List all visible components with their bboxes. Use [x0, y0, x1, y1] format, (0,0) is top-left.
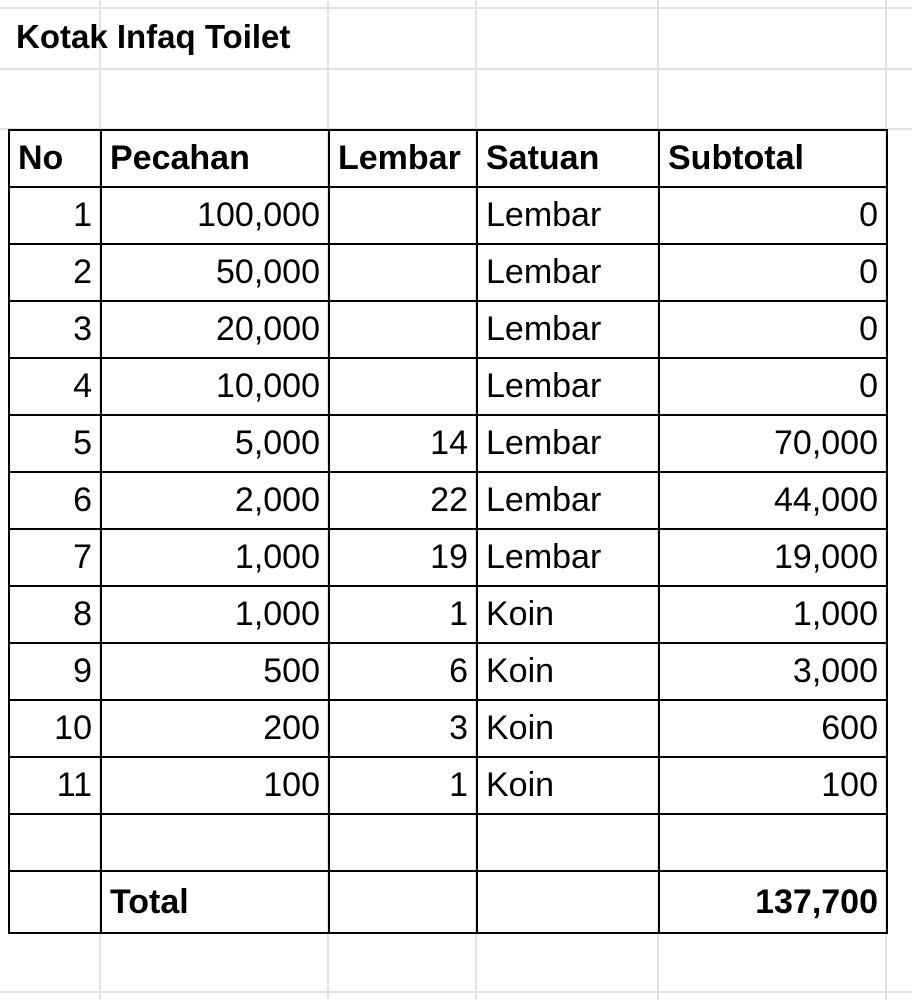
cell-no[interactable]: 7 [9, 529, 101, 586]
cell-satuan[interactable]: Koin [477, 643, 659, 700]
cell-pecahan[interactable]: 50,000 [101, 244, 329, 301]
cell-subtotal[interactable]: 0 [659, 358, 887, 415]
cell-pecahan[interactable]: 1,000 [101, 586, 329, 643]
cell-pecahan[interactable]: 1,000 [101, 529, 329, 586]
header-subtotal[interactable]: Subtotal [659, 130, 887, 187]
header-pecahan[interactable]: Pecahan [101, 130, 329, 187]
empty-cell[interactable] [659, 814, 887, 871]
empty-cell[interactable] [9, 871, 101, 933]
cell-subtotal[interactable]: 0 [659, 301, 887, 358]
table-row [9, 415, 887, 472]
cell-subtotal[interactable]: 0 [659, 244, 887, 301]
empty-cell[interactable] [101, 814, 329, 871]
cell-pecahan[interactable]: 20,000 [101, 301, 329, 358]
cell-no[interactable]: 10 [9, 700, 101, 757]
cell-pecahan[interactable]: 100 [101, 757, 329, 814]
cell-lembar[interactable] [329, 187, 477, 244]
cell-lembar[interactable]: 14 [329, 415, 477, 472]
cell-lembar[interactable]: 1 [329, 757, 477, 814]
table-row [9, 301, 887, 358]
cell-satuan[interactable]: Lembar [477, 301, 659, 358]
total-value[interactable]: 137,700 [659, 871, 887, 933]
cell-subtotal[interactable]: 600 [659, 700, 887, 757]
empty-cell[interactable] [477, 814, 659, 871]
cell-subtotal[interactable]: 0 [659, 187, 887, 244]
table-row [9, 244, 887, 301]
cell-no[interactable]: 6 [9, 472, 101, 529]
cell-subtotal[interactable]: 19,000 [659, 529, 887, 586]
cell-satuan[interactable]: Koin [477, 586, 659, 643]
cell-pecahan[interactable]: 100,000 [101, 187, 329, 244]
cell-lembar[interactable] [329, 358, 477, 415]
cell-pecahan[interactable]: 10,000 [101, 358, 329, 415]
header-lembar[interactable]: Lembar [329, 130, 477, 187]
cell-subtotal[interactable]: 100 [659, 757, 887, 814]
cell-no[interactable]: 2 [9, 244, 101, 301]
cell-no[interactable]: 8 [9, 586, 101, 643]
cell-subtotal[interactable]: 70,000 [659, 415, 887, 472]
table-body [9, 130, 887, 933]
empty-cell[interactable] [329, 871, 477, 933]
cell-no[interactable]: 5 [9, 415, 101, 472]
cell-no[interactable]: 11 [9, 757, 101, 814]
cell-lembar[interactable]: 6 [329, 643, 477, 700]
cell-no[interactable]: 4 [9, 358, 101, 415]
cell-pecahan[interactable]: 200 [101, 700, 329, 757]
empty-cell[interactable] [9, 814, 101, 871]
cell-satuan[interactable]: Lembar [477, 358, 659, 415]
empty-cell[interactable] [329, 814, 477, 871]
cell-lembar[interactable] [329, 244, 477, 301]
total-label[interactable]: Total [101, 871, 329, 933]
table-row [9, 700, 887, 757]
cell-lembar[interactable]: 1 [329, 586, 477, 643]
cell-subtotal[interactable]: 44,000 [659, 472, 887, 529]
table-row [9, 358, 887, 415]
cell-satuan[interactable]: Lembar [477, 244, 659, 301]
cell-satuan[interactable]: Lembar [477, 472, 659, 529]
cell-pecahan[interactable]: 500 [101, 643, 329, 700]
table-row [9, 529, 887, 586]
cell-subtotal[interactable]: 1,000 [659, 586, 887, 643]
cell-lembar[interactable]: 3 [329, 700, 477, 757]
cell-satuan[interactable]: Lembar [477, 415, 659, 472]
table-row [9, 643, 887, 700]
table-row [9, 472, 887, 529]
table-row [9, 586, 887, 643]
denomination-table [8, 129, 888, 934]
total-row [9, 871, 887, 933]
cell-lembar[interactable] [329, 301, 477, 358]
cell-pecahan[interactable]: 5,000 [101, 415, 329, 472]
cell-satuan[interactable]: Koin [477, 757, 659, 814]
cell-satuan[interactable]: Lembar [477, 529, 659, 586]
cell-no[interactable]: 1 [9, 187, 101, 244]
table-row [9, 187, 887, 244]
header-row [9, 130, 887, 187]
cell-lembar[interactable]: 19 [329, 529, 477, 586]
table-row [9, 757, 887, 814]
cell-no[interactable]: 3 [9, 301, 101, 358]
cell-satuan[interactable]: Koin [477, 700, 659, 757]
cell-subtotal[interactable]: 3,000 [659, 643, 887, 700]
empty-cell[interactable] [477, 871, 659, 933]
cell-pecahan[interactable]: 2,000 [101, 472, 329, 529]
cell-lembar[interactable]: 22 [329, 472, 477, 529]
sheet-title[interactable]: Kotak Infaq Toilet [16, 18, 291, 55]
empty-row [9, 814, 887, 871]
cell-satuan[interactable]: Lembar [477, 187, 659, 244]
header-no[interactable]: No [9, 130, 101, 187]
header-satuan[interactable]: Satuan [477, 130, 659, 187]
cell-no[interactable]: 9 [9, 643, 101, 700]
